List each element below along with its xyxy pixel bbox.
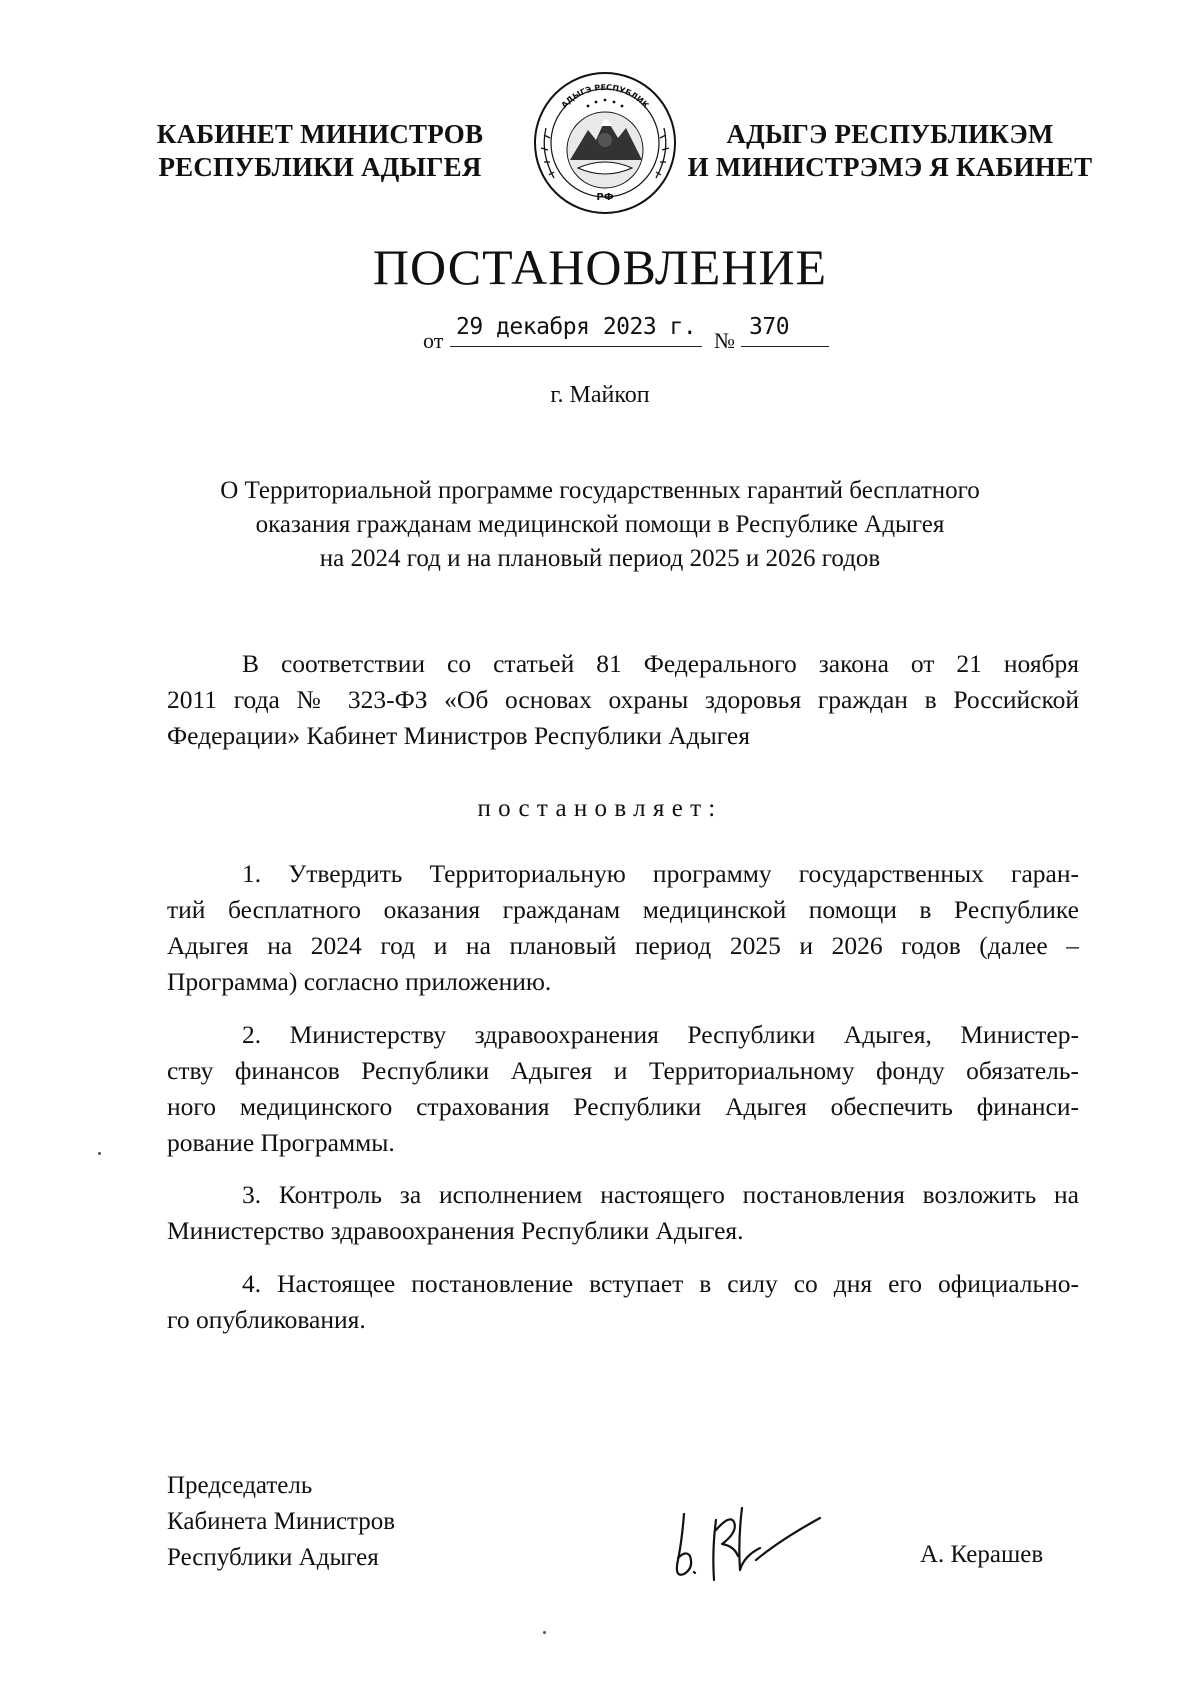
position-line-3: Республики Адыгея — [167, 1544, 379, 1571]
date-underline — [450, 346, 702, 347]
scan-speck — [543, 1631, 546, 1634]
item-4-line-1: 4. Настоящее постановление вступает в силу со дня его официально- — [242, 1269, 1079, 1298]
resolution-item-3 — [167, 1177, 1079, 1249]
coat-of-arms-emblem-icon — [530, 68, 680, 218]
position-line-1: Председатель — [167, 1472, 313, 1499]
handwritten-signature-icon — [660, 1460, 860, 1600]
issuer-line-2: РЕСПУБЛИКИ АДЫГЕЯ — [158, 152, 482, 182]
issuer-name-russian — [150, 118, 490, 184]
resolution-item-1 — [167, 856, 1079, 1000]
date-value: 29 декабря 2023 г. — [456, 314, 697, 340]
city: г. Майкоп — [550, 382, 650, 408]
preamble-paragraph — [167, 646, 1079, 754]
preamble-line-2: 2011 года № 323-ФЗ «Об основах охраны здоровья граждан в Российской — [167, 685, 1079, 714]
date-prefix: от — [423, 328, 444, 353]
number-value: 370 — [749, 314, 790, 340]
issuer-adyghe-line-2: И МИНИСТРЭМЭ Я КАБИНЕТ — [687, 152, 1093, 182]
preamble-line-1: В соответствии со статьей 81 Федерального закона от 21 ноября — [242, 649, 1079, 678]
item-1-line-4: Программа) согласно приложению. — [167, 967, 552, 996]
subject-line-3: на 2024 год и на плановый период 2025 и 2026 годов — [319, 545, 881, 572]
emblem-top-text: АДЫГЭ РЕСПУБЛИК — [559, 82, 651, 110]
svg-text:АДЫГЭ РЕСПУБЛИК — [560, 83, 651, 110]
item-3-line-2: Министерство здравоохранения Республики Адыгея. — [167, 1216, 744, 1245]
item-2-line-4: рование Программы. — [167, 1128, 395, 1157]
number-underline — [741, 346, 829, 347]
item-3-line-1: 3. Контроль за исполнением настоящего постановления возложить на — [242, 1180, 1079, 1209]
issuer-name-adyghe — [680, 118, 1100, 184]
scan-speck — [98, 1152, 101, 1155]
position-line-2: Кабинета Министров — [167, 1508, 396, 1535]
document-title: ПОСТАНОВЛЕНИЕ — [372, 239, 828, 295]
item-2-line-3: ного медицинского страхования Республики Адыгея обеспечить финанси- — [167, 1092, 1079, 1121]
date-number-line — [423, 314, 823, 354]
signatory-position — [167, 1468, 395, 1576]
number-prefix: № — [714, 328, 735, 353]
subject-line-2: оказания гражданам медицинской помощи в Республике Адыгея — [255, 511, 945, 538]
emblem-bottom-text: РФ — [596, 192, 614, 203]
issuer-adyghe-line-1: АДЫГЭ РЕСПУБЛИКЭМ — [726, 119, 1054, 149]
issuer-line-1: КАБИНЕТ МИНИСТРОВ — [156, 119, 484, 149]
item-1-line-3: Адыгея на 2024 год и на плановый период 2025 и 2026 годов (далее – — [167, 931, 1079, 960]
item-1-line-2: тий бесплатного оказания гражданам медицинской помощи в Республике — [167, 895, 1079, 924]
resolution-item-2 — [167, 1017, 1079, 1161]
subject-line-1: О Территориальной программе государственных гарантий бесплатного — [220, 477, 980, 504]
item-1-line-1: 1. Утвердить Территориальную программу государственных гаран- — [242, 859, 1079, 888]
resolution-item-4 — [167, 1266, 1079, 1338]
document-subject — [150, 474, 1050, 576]
signatory-name: А. Керашев — [920, 1541, 1044, 1568]
item-4-line-2: го опубликования. — [167, 1305, 366, 1334]
item-2-line-1: 2. Министерству здравоохранения Республики Адыгея, Министер- — [242, 1020, 1079, 1049]
preamble-line-3: Федерации» Кабинет Министров Республики Адыгея — [167, 721, 750, 750]
resolves-word: постановляет: — [477, 795, 723, 822]
item-2-line-2: ству финансов Республики Адыгея и Территориальному фонду обязатель- — [167, 1056, 1079, 1085]
